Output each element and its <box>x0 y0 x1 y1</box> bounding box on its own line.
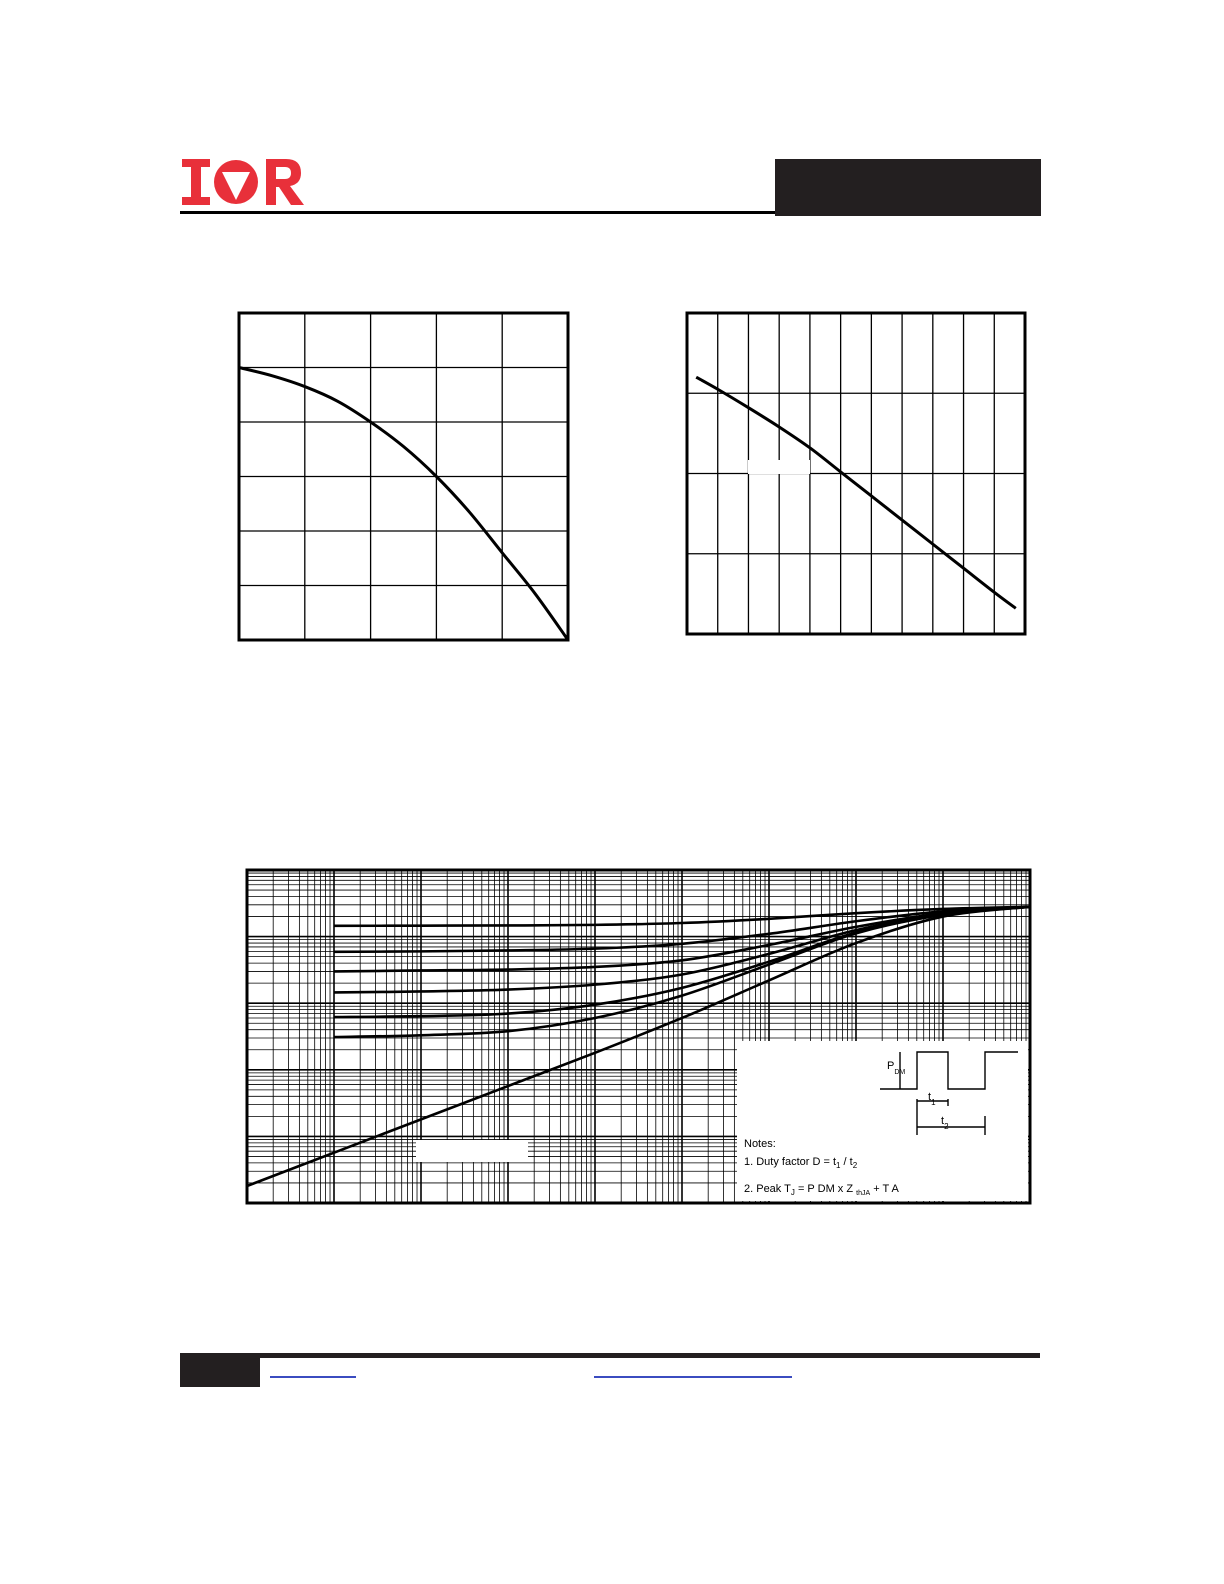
footer-link-left[interactable] <box>270 1376 356 1378</box>
pdm-label: $P_{DM}$ <box>887 1060 906 1076</box>
notes-heading: Notes: <box>744 1138 776 1150</box>
footer-link-right[interactable] <box>594 1376 792 1378</box>
note-1: 1. Duty factor $D = t_1 / t_2$ <box>744 1156 858 1171</box>
t1-label: $t_1$ <box>928 1091 936 1107</box>
t2-label: $t_2$ <box>941 1115 949 1131</box>
footer-rule <box>180 1353 1040 1358</box>
fig3-single-pulse-mask <box>416 1140 528 1162</box>
page-number-box <box>180 1357 260 1387</box>
note-2: 2. Peak $T_J = P$ DM x Z $_{thJA}$ + T A <box>744 1183 899 1198</box>
